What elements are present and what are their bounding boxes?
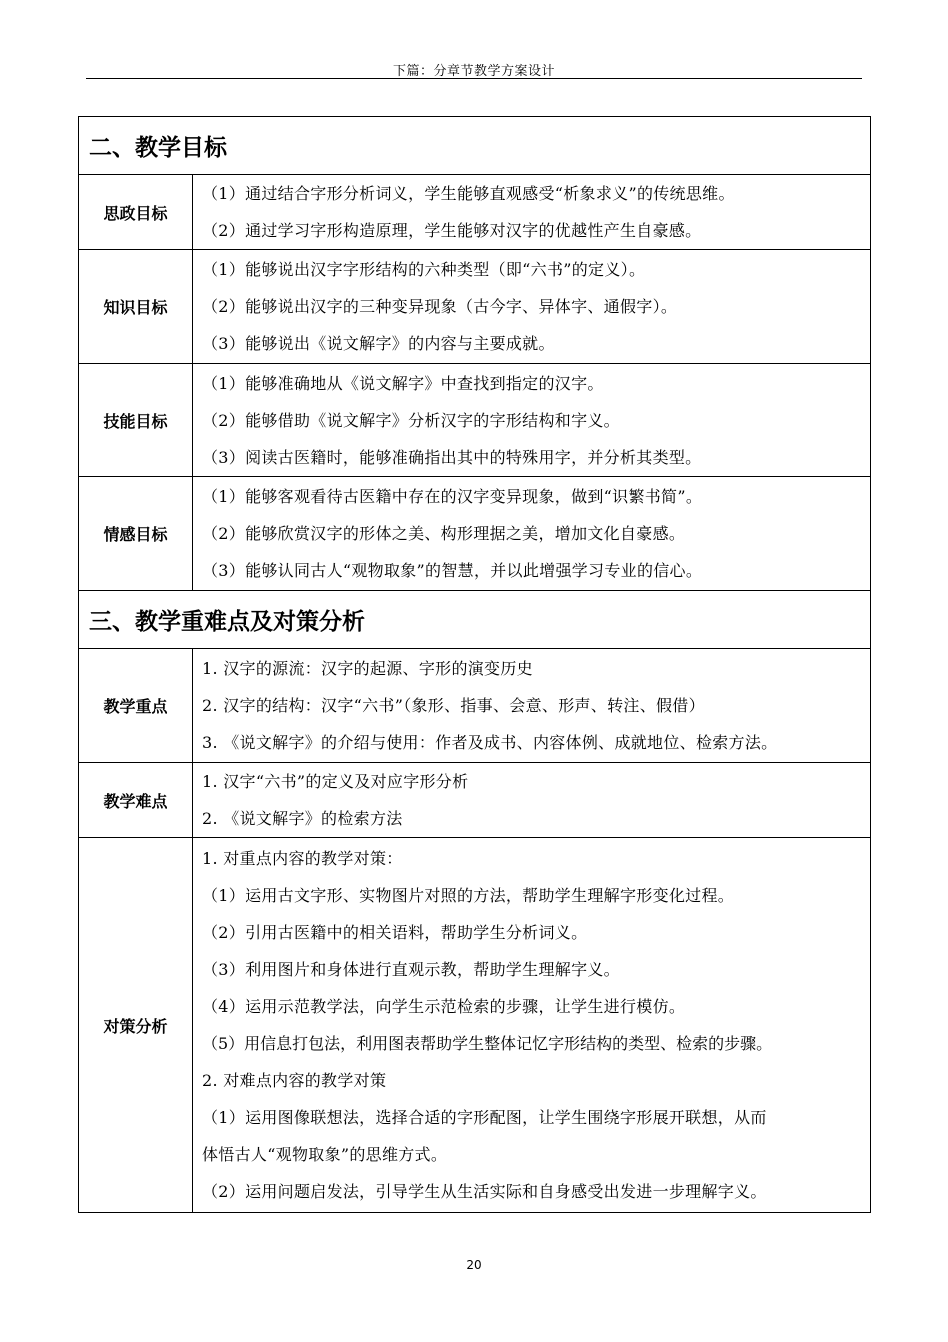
table-row (79, 477, 871, 591)
table-row (79, 763, 871, 838)
content-line: （2）运用问题启发法，引导学生从生活实际和自身感受出发进一步理解字义。 (202, 1182, 767, 1201)
content-line: 体悟古人“观物取象”的思维方式。 (202, 1145, 448, 1164)
content-line: （2）能够欣赏汉字的形体之美、构形理据之美，增加文化自豪感。 (202, 524, 686, 543)
row-content (193, 763, 871, 838)
table-row (79, 838, 871, 1213)
running-header: 下篇：分章节教学方案设计 (392, 64, 555, 79)
content-line: （2）引用古医籍中的相关语料，帮助学生分析词义。 (202, 923, 588, 942)
section-header-row (79, 591, 871, 649)
content-line: 2. 《说文解字》的检索方法 (202, 809, 403, 828)
row-label: 情感目标 (79, 477, 193, 591)
content-line: 1. 汉字的源流：汉字的起源、字形的演变历史 (202, 659, 533, 678)
content-line: 1. 对重点内容的教学对策： (202, 849, 403, 868)
page-number: 20 (466, 1258, 482, 1272)
row-content (193, 175, 871, 250)
lesson-plan-table (78, 116, 871, 1213)
content-line: （1）运用古文字形、实物图片对照的方法，帮助学生理解字形变化过程。 (202, 886, 735, 905)
row-label: 思政目标 (79, 175, 193, 250)
section-header-row (79, 117, 871, 175)
content-line: （2）能够借助《说文解字》分析汉字的字形结构和字义。 (202, 410, 620, 430)
content-line: （1）运用图像联想法，选择合适的字形配图，让学生围绕字形展开联想，从而 (202, 1108, 767, 1127)
content-line: （2）通过学习字形构造原理，学生能够对汉字的优越性产生自豪感。 (202, 221, 702, 240)
row-content (193, 250, 871, 364)
content-line: 1. 汉字“六书”的定义及对应字形分析 (202, 772, 469, 791)
row-label: 技能目标 (79, 364, 193, 477)
row-label: 对策分析 (79, 838, 193, 1213)
table-row (79, 175, 871, 250)
row-content (193, 838, 871, 1213)
content-line: （1）通过结合字形分析词义，学生能够直观感受“析象求义”的传统思维。 (202, 184, 735, 203)
row-content (193, 477, 871, 591)
section-title-teaching-goals: 二、教学目标 (79, 117, 871, 175)
row-label: 教学重点 (79, 649, 193, 763)
content-line: （1）能够客观看待古医籍中存在的汉字变异现象，做到“识繁书简”。 (202, 487, 703, 506)
header-rule (86, 78, 862, 79)
content-line: （5）用信息打包法，利用图表帮助学生整体记忆字形结构的类型、检索的步骤。 (202, 1034, 773, 1053)
section-title-key-points: 三、教学重难点及对策分析 (79, 591, 871, 649)
content-line: （4）运用示范教学法，向学生示范检索的步骤，让学生进行模仿。 (202, 997, 686, 1016)
row-content (193, 649, 871, 763)
content-line: （2）能够说出汉字的三种变异现象（古今字、异体字、通假字）。 (202, 297, 678, 316)
content-line: 2. 对难点内容的教学对策 (202, 1071, 387, 1090)
content-line: （1）能够准确地从《说文解字》中查找到指定的汉字。 (202, 373, 604, 393)
content-line: （3）利用图片和身体进行直观示教，帮助学生理解字义。 (202, 960, 620, 979)
row-label: 教学难点 (79, 763, 193, 838)
table-row (79, 649, 871, 763)
content-line: 3. 《说文解字》的介绍与使用：作者及成书、内容体例、成就地位、检索方法。 (202, 733, 778, 752)
row-label: 知识目标 (79, 250, 193, 364)
content-line: （1）能够说出汉字字形结构的六种类型（即“六书”的定义）。 (202, 260, 646, 279)
table-row (79, 364, 871, 477)
content-line: （3）阅读古医籍时，能够准确指出其中的特殊用字，并分析其类型。 (202, 447, 702, 467)
content-line: （3）能够说出《说文解字》的内容与主要成就。 (202, 334, 555, 353)
row-content (193, 364, 871, 477)
content-line: （3）能够认同古人“观物取象”的智慧，并以此增强学习专业的信心。 (202, 561, 703, 580)
table-row (79, 250, 871, 364)
content-line: 2. 汉字的结构：汉字“六书”（象形、指事、会意、形声、转注、假借） (202, 696, 705, 715)
